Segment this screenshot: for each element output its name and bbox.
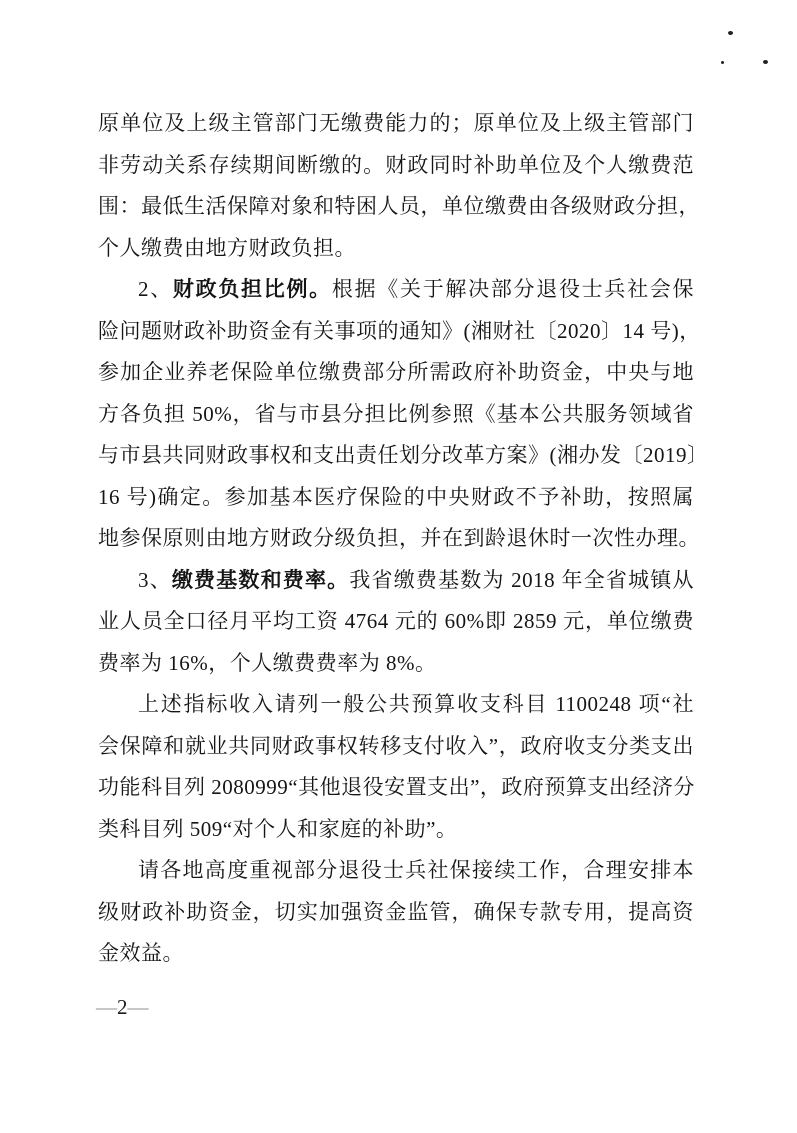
document-body: [98, 103, 709, 975]
text-segment: 费率为 16%，个人缴费费率为 8%。: [98, 650, 437, 675]
text-line: [98, 186, 700, 228]
text-segment: 上述指标收入请列一般公共预算收支科目 1100248 项“社: [138, 692, 694, 716]
text-segment: 围：最低生活保障对象和特困人员，单位缴费由各级财政分担，: [98, 194, 700, 218]
text-segment: 我省缴费基数为 2018 年全省城镇从: [349, 567, 694, 592]
paragraph: [98, 103, 700, 269]
text-line: [98, 477, 694, 519]
text-segment: 险问题财政补助资金有关事项的通知》(湘财社〔2020〕14 号)，: [98, 318, 701, 343]
text-line: [98, 394, 694, 436]
paragraph: [98, 269, 709, 560]
text-segment: 非劳动关系存续期间断缴的。财政同时补助单位及个人缴费范: [98, 152, 694, 177]
paragraph: [98, 850, 694, 975]
text-line: [98, 726, 694, 768]
text-segment: 方各负担 50%，省与市县分担比例参照《基本公共服务领域省: [98, 401, 694, 426]
text-line: [98, 311, 701, 353]
text-segment: 金效益。: [98, 941, 184, 965]
page-number-dash-right: —: [127, 995, 149, 1019]
text-line: [98, 228, 694, 270]
text-line: [98, 145, 694, 187]
text-line: [98, 435, 709, 477]
text-line: [98, 269, 694, 311]
text-line: [98, 103, 694, 145]
bold-heading-text: 缴费基数和费率。: [171, 567, 350, 592]
text-line: [98, 892, 694, 934]
text-segment: 业人员全口径月平均工资 4764 元的 60%即 2859 元，单位缴费: [98, 609, 694, 633]
paragraph: [98, 560, 694, 685]
text-segment: 3、: [138, 567, 172, 592]
page-number-value: 2: [117, 995, 128, 1019]
text-segment: 功能科目列 2080999“其他退役安置支出”，政府预算支出经济分: [98, 775, 695, 799]
text-segment: 原单位及上级主管部门无缴费能力的；原单位及上级主管部门: [98, 111, 694, 135]
text-line: [98, 352, 694, 394]
scan-speck: [721, 61, 724, 64]
text-segment: 地参保原则由地方财政分级负担，并在到龄退休时一次性办理。: [98, 526, 700, 550]
text-segment: 类科目列 509“对个人和家庭的补助”。: [98, 816, 458, 841]
bold-heading-text: 财政负担比例。: [172, 277, 332, 301]
text-segment: 会保障和就业共同财政事权转移支付收入”，政府收支分类支出: [98, 733, 694, 758]
text-line: [98, 933, 694, 975]
text-segment: 根据《关于解决部分退役士兵社会保: [331, 277, 695, 301]
text-segment: 与市县共同财政事权和支出责任划分改革方案》(湘办发〔2019〕: [98, 443, 709, 467]
page-number-dash-left: —: [96, 995, 117, 1019]
text-line: [98, 643, 694, 685]
text-line: [98, 518, 700, 560]
page-number: [96, 995, 149, 1019]
text-segment: 参加企业养老保险单位缴费部分所需政府补助资金，中央与地: [98, 360, 694, 384]
text-line: [98, 850, 694, 892]
text-line: [98, 684, 694, 726]
text-segment: 个人缴费由地方财政负担。: [98, 235, 356, 260]
text-line: [98, 767, 694, 809]
scan-speck: [728, 31, 733, 35]
text-segment: 2、: [138, 277, 173, 301]
text-segment: 16 号)确定。参加基本医疗保险的中央财政不予补助，按照属: [98, 484, 694, 509]
text-line: [98, 601, 694, 643]
text-line: [98, 809, 694, 851]
scan-speck: [763, 60, 768, 64]
text-line: [98, 560, 694, 602]
paragraph: [98, 684, 694, 850]
text-segment: 级财政补助资金，切实加强资金监管，确保专款专用，提高资: [98, 899, 694, 924]
text-segment: 请各地高度重视部分退役士兵社保接续工作，合理安排本: [138, 858, 694, 882]
